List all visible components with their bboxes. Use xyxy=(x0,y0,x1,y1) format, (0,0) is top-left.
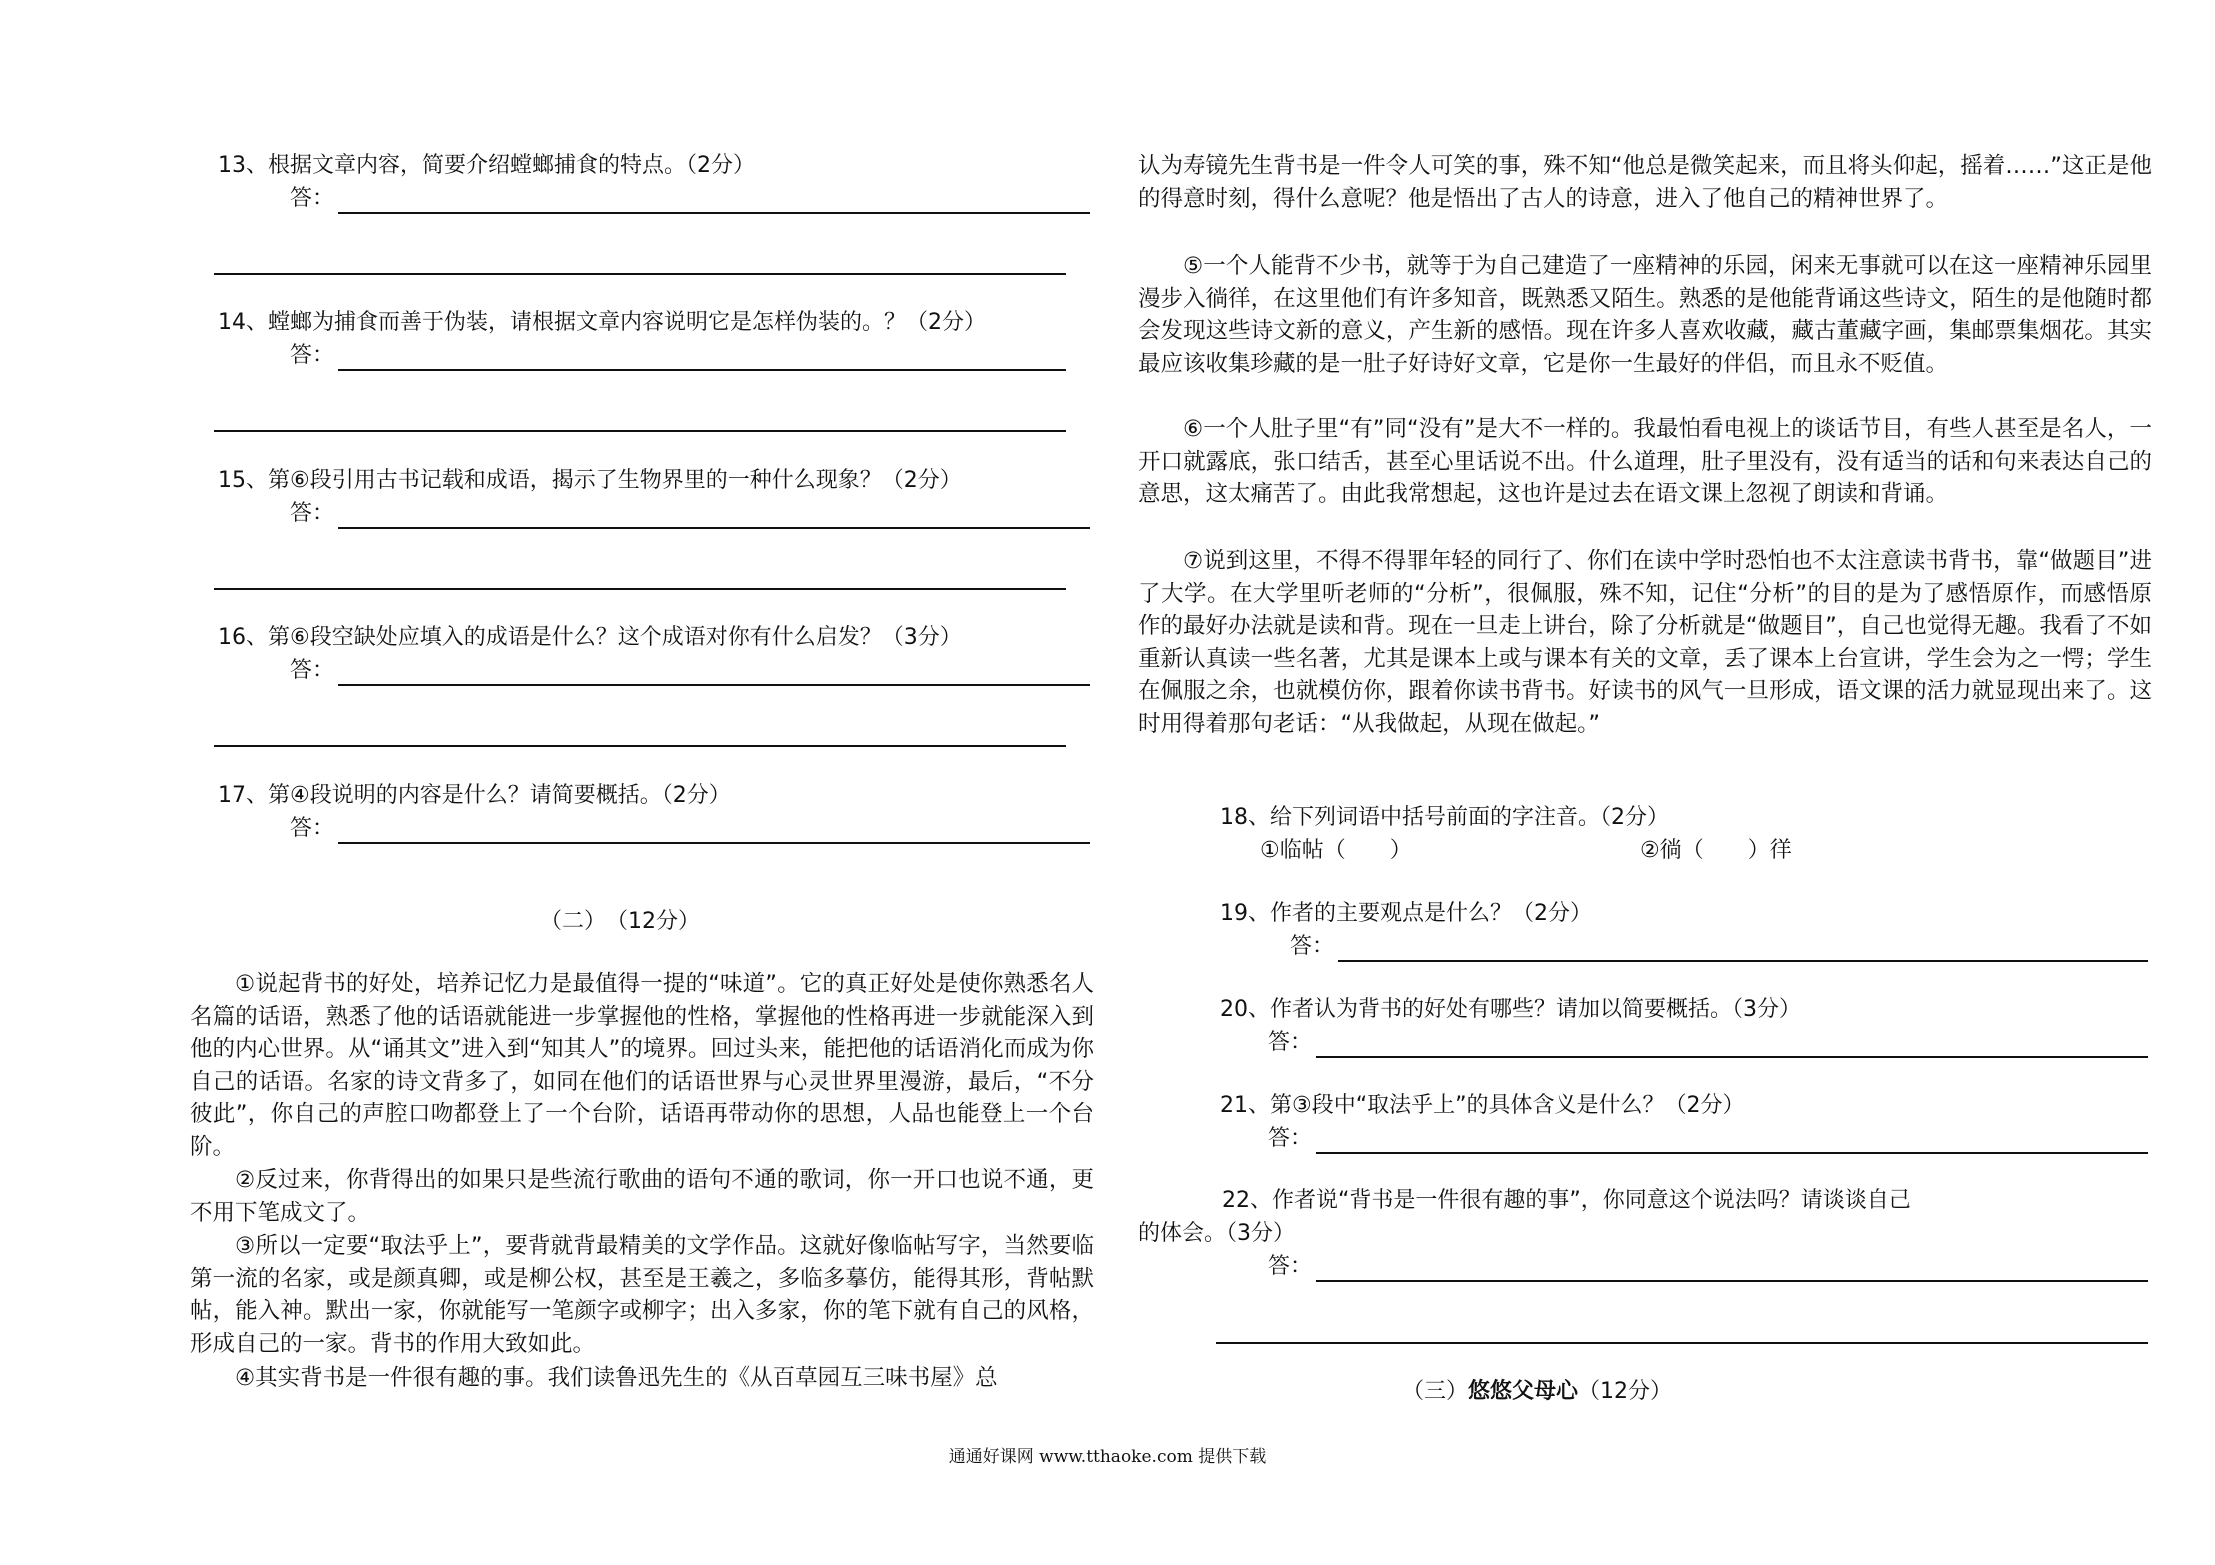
paragraph-7: ⑦说到这里，不得不得罪年轻的同行了、你们在读中学时恐怕也不太注意读书背书，靠“做题目”进了大学。在大学里听老师的“分析”，很佩服，殊不知，记住“分析”的目的是为了感悟原作，而感悟原作的最好办法就是读和背。现在一旦走上讲台，除了分析就是“做题目”，自己也觉得无趣。我看了不如重新认真读一些名著，尤其是课本上或与课本有关的文章，丢了课本上台宣讲，学生会为之一愕；学生在佩服之余，也就模仿你，跟着你读书背书。好读书的风气一旦形成，语文课的活力就显现出来了。这时用得着那句老话：“从我做起，从现在做起。” xyxy=(1138,548,2152,737)
question-22-line-2: 的体会。（3分） xyxy=(1138,1221,1295,1246)
question-21: 21、第③段中“取法乎上”的具体含义是什么？（2分） xyxy=(1220,1093,1745,1118)
answer-line-13b[interactable] xyxy=(214,273,1066,275)
left-column xyxy=(0,0,1100,1565)
answer-label-13: 答： xyxy=(290,186,335,211)
answer-line-22b[interactable] xyxy=(1216,1342,2148,1344)
question-14: 14、螳螂为捕食而善于伪装，请根据文章内容说明它是怎样伪装的。？（2分） xyxy=(218,310,986,335)
section-two-title: （二） （12分） xyxy=(540,909,700,934)
question-19: 19、作者的主要观点是什么？（2分） xyxy=(1220,901,1592,926)
page-footer: 通通好课网 www.tthaoke.com 提供下载 xyxy=(948,1447,1267,1467)
answer-line-22a[interactable] xyxy=(1316,1280,2148,1282)
answer-line-15a[interactable] xyxy=(338,527,1090,529)
paragraph-4: ④其实背书是一件很有趣的事。我们读鲁迅先生的《从百草园互三味书屋》总 xyxy=(235,1365,998,1391)
answer-line-17a[interactable] xyxy=(338,842,1090,844)
question-18: 18、给下列词语中括号前面的字注音。（2分） xyxy=(1220,805,1669,830)
answer-label-22: 答： xyxy=(1268,1254,1313,1279)
answer-line-21[interactable] xyxy=(1316,1152,2148,1154)
section-three-name: 悠悠父母心 xyxy=(1468,1379,1579,1404)
answer-line-14b[interactable] xyxy=(214,430,1066,432)
question-18-item-1: ①临帖（ ） xyxy=(1260,838,1412,863)
question-17: 17、第④段说明的内容是什么？请简要概括。（2分） xyxy=(218,783,731,808)
answer-label-21: 答： xyxy=(1268,1126,1313,1151)
answer-label-14: 答： xyxy=(290,343,335,368)
answer-line-19[interactable] xyxy=(1338,960,2148,962)
right-column xyxy=(1110,0,2215,1565)
answer-label-20: 答： xyxy=(1268,1030,1313,1055)
paragraph-1: ①说起背书的好处，培养记忆力是最值得一提的“味道”。它的真正好处是使你熟悉名人名篇的话语，熟悉了他的话语就能进一步掌握他的性格，掌握他的性格再进一步就能深入到他的内心世界。从“诵其文”进入到“知其人”的境界。回过头来，能把他的话语消化而成为你自己的话语。名家的诗文背多了，如同在他们的话语世界与心灵世界里漫游，最后，“不分彼此”，你自己的声腔口吻都登上了一个台阶，话语再带动你的思想，人品也能登上一个台阶。 xyxy=(190,971,1094,1160)
question-15: 15、第⑥段引用古书记载和成语，揭示了生物界里的一种什么现象？（2分） xyxy=(218,468,962,493)
answer-label-15: 答： xyxy=(290,501,335,526)
answer-line-16a[interactable] xyxy=(338,684,1090,686)
answer-line-13a[interactable] xyxy=(338,212,1090,214)
paragraph-4-cont: 认为寿镜先生背书是一件令人可笑的事，殊不知“他总是微笑起来，而且将头仰起，摇着……”这正是他的得意时刻，得什么意呢？他是悟出了古人的诗意，进入了他自己的精神世界了。 xyxy=(1138,153,2152,212)
question-20: 20、作者认为背书的好处有哪些？请加以简要概括。（3分） xyxy=(1220,997,1801,1022)
question-13: 13、根据文章内容，简要介绍螳螂捕食的特点。（2分） xyxy=(218,153,755,178)
paragraph-6: ⑥一个人肚子里“有”同“没有”是大不一样的。我最怕看电视上的谈话节目，有些人甚至是名人，一开口就露底，张口结舌，甚至心里话说不出。什么道理，肚子里没有，没有适当的话和句来表达自己的意思，这太痛苦了。由此我常想起，这也许是过去在语文课上忽视了朗读和背诵。 xyxy=(1138,416,2152,507)
answer-label-16: 答： xyxy=(290,658,335,683)
answer-label-19: 答： xyxy=(1290,934,1335,959)
section-three-suffix: （12分） xyxy=(1578,1379,1673,1404)
question-22-line-1: 22、作者说“背书是一件很有趣的事”，你同意这个说法吗？请谈谈自己 xyxy=(1222,1188,1911,1213)
answer-line-20[interactable] xyxy=(1316,1056,2148,1058)
paragraph-2: ②反过来，你背得出的如果只是些流行歌曲的语句不通的歌词，你一开口也说不通，更不用下笔成文了。 xyxy=(190,1167,1094,1226)
paragraph-5: ⑤一个人能背不少书，就等于为自己建造了一座精神的乐园，闲来无事就可以在这一座精神乐园里漫步入徜徉，在这里他们有许多知音，既熟悉又陌生。熟悉的是他能背诵这些诗文，陌生的是他随时都会发现这些诗文新的意义，产生新的感悟。现在许多人喜欢收藏，藏古董藏字画，集邮票集烟花。其实最应该收集珍藏的是一肚子好诗好文章，它是你一生最好的伴侣，而且永不贬值。 xyxy=(1138,253,2152,377)
question-18-item-2: ②徜（ ）徉 xyxy=(1640,838,1792,863)
section-three-title xyxy=(1402,1376,1672,1408)
answer-line-14a[interactable] xyxy=(338,369,1066,371)
question-16: 16、第⑥段空缺处应填入的成语是什么？这个成语对你有什么启发？（3分） xyxy=(218,625,962,650)
section-three-prefix: （三） xyxy=(1402,1379,1469,1404)
answer-line-16b[interactable] xyxy=(214,745,1066,747)
answer-label-17: 答： xyxy=(290,816,335,841)
paragraph-3: ③所以一定要“取法乎上”，要背就背最精美的文学作品。这就好像临帖写字，当然要临第一流的名家，或是颜真卿，或是柳公权，甚至是王羲之，多临多摹仿，能得其形，背帖默帖，能入神。默出一家，你就能写一笔颜字或柳字；出入多家，你的笔下就有自己的风格，形成自己的一家。背书的作用大致如此。 xyxy=(190,1233,1094,1357)
answer-line-15b[interactable] xyxy=(214,588,1066,590)
